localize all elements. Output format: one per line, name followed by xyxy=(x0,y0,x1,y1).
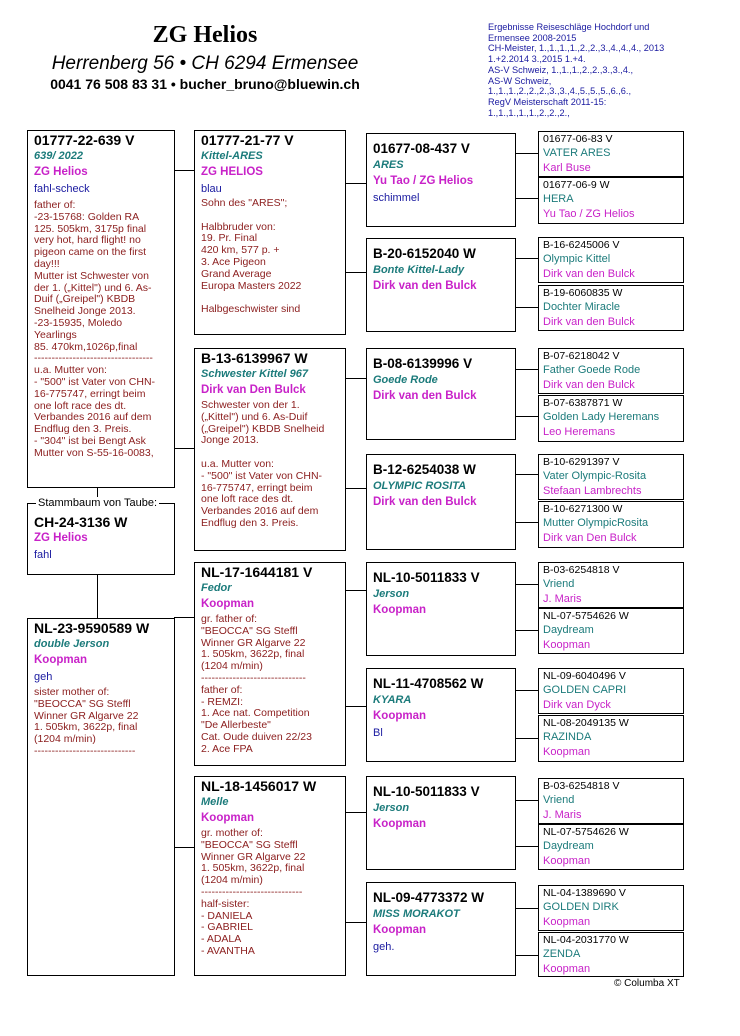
gen4-breeder: J. Maris xyxy=(543,593,582,605)
connector-line xyxy=(516,522,538,523)
gen3-ring: NL-10-5011833 V xyxy=(373,570,480,585)
connector-line xyxy=(346,183,366,184)
gen4-card[interactable] xyxy=(538,562,684,608)
gen4-breeder: J. Maris xyxy=(543,809,582,821)
gen2-breeder: ZG HELIOS xyxy=(201,166,263,178)
gen2-card-sire-sire[interactable] xyxy=(194,130,346,335)
gen2-notes: gr. father of: "BEOCCA" SG Steffl Winner GR Algarve 22 1. 505km, 3622p, final (1204 m/min) ------------------------------ father of: - REMZI: 1. Ace nat. Competition "De Allerbeste" Cat. Oude duiven 22/23 2. Ace FPA xyxy=(201,613,312,755)
gen2-card-dam-sire[interactable] xyxy=(194,562,346,766)
gen4-ring: B-03-6254818 V xyxy=(543,564,620,576)
gen4-card[interactable] xyxy=(538,454,684,500)
gen4-name: Vriend xyxy=(543,578,575,590)
sire-notes: father of: -23-15768: Golden RA 125. 505km, 3175p final very hot, hard flight! no pigeon came on the first day!!! Mutter ist Schwester von der 1. („Kittel") und 6. As- Duif („Greipel") KBDB Snelheid Jonge 2013. -23-15935, Moledo Yearlings 85. 470km,1026p,final ---------------------------------- u.a. Mutter von: - "500" ist Vater von CHN- 16-775747, erringt beim one loft race des dt. Verbandes 2016 auf dem Endflug den 3. Preis. - "304" ist bei Bengt Ask Mutter von S-55-16-0083, xyxy=(34,199,156,459)
gen2-breeder: Koopman xyxy=(201,598,255,610)
gen3-card[interactable] xyxy=(366,348,516,440)
connector-line xyxy=(516,584,538,585)
gen4-name: GOLDEN DIRK xyxy=(543,901,619,913)
gen3-name: ARES xyxy=(373,159,404,171)
gen3-color: Bl xyxy=(373,727,383,739)
gen4-card[interactable] xyxy=(538,885,684,931)
gen3-name: Bonte Kittel-Lady xyxy=(373,264,465,276)
sire-breeder: ZG Helios xyxy=(34,166,88,178)
sire-card[interactable] xyxy=(27,130,175,488)
gen4-name: GOLDEN CAPRI xyxy=(543,684,627,696)
gen4-breeder: Dirk van den Bulck xyxy=(543,379,635,391)
gen4-card[interactable] xyxy=(538,932,684,977)
gen2-name: Melle xyxy=(201,796,229,808)
gen2-ring: NL-17-1644181 V xyxy=(201,564,313,580)
connector-line xyxy=(516,198,538,199)
gen4-ring: B-10-6291397 V xyxy=(543,456,620,468)
gen4-ring: B-10-6271300 W xyxy=(543,503,623,515)
connector-line xyxy=(346,922,366,923)
gen3-breeder: Dirk van den Bulck xyxy=(373,280,477,292)
connector-line xyxy=(516,369,538,370)
gen4-ring: 01677-06-83 V xyxy=(543,133,613,145)
gen3-breeder: Koopman xyxy=(373,818,427,830)
gen4-breeder: Yu Tao / ZG Helios xyxy=(543,208,635,220)
loft-contact: 0041 76 508 83 31 • bucher_bruno@bluewin.ch xyxy=(50,76,360,92)
gen4-ring: B-07-6387871 W xyxy=(543,397,623,409)
gen4-breeder: Koopman xyxy=(543,916,591,928)
gen2-notes: gr. mother of: "BEOCCA" SG Steffl Winner GR Algarve 22 1. 505km, 3622p, final (1204 m/min) ----------------------------- half-sister: - DANIELA - GABRIEL - ADALA - AVANTHA xyxy=(201,827,306,957)
connector-line xyxy=(516,846,538,847)
dam-color: geh xyxy=(34,671,53,683)
connector-line xyxy=(346,812,366,813)
gen3-color: schimmel xyxy=(373,192,420,204)
connector-line xyxy=(346,706,366,707)
gen2-notes: Sohn des "ARES"; Halbbruder von: 19. Pr. Final 420 km, 577 p. + 3. Ace Pigeon Grand Average Europa Masters 2022 Halbgeschwister sind xyxy=(201,197,302,316)
connector-line xyxy=(346,590,366,591)
subject-breeder: ZG Helios xyxy=(34,532,88,544)
gen3-card[interactable] xyxy=(366,454,516,550)
gen2-breeder: Koopman xyxy=(201,812,255,824)
subject-ring: CH-24-3136 W xyxy=(34,514,128,530)
gen3-breeder: Dirk van den Bulck xyxy=(373,390,477,402)
gen4-breeder: Koopman xyxy=(543,639,591,651)
subject-color: fahl xyxy=(34,549,52,561)
dam-notes: sister mother of: "BEOCCA" SG Steffl Winner GR Algarve 22 1. 505km, 3622p, final (1204 m/min) ----------------------------- xyxy=(34,686,139,757)
gen4-breeder: Koopman xyxy=(543,963,591,975)
sire-name: 639/ 2022 xyxy=(34,150,83,162)
gen4-name: Daydream xyxy=(543,840,594,852)
gen2-card-dam-dam[interactable] xyxy=(194,776,346,976)
gen4-ring: NL-07-5754626 W xyxy=(543,826,629,838)
gen3-card[interactable] xyxy=(366,562,516,656)
gen4-ring: B-19-6060835 W xyxy=(543,287,623,299)
gen3-ring: 01677-08-437 V xyxy=(373,141,470,156)
gen3-breeder: Koopman xyxy=(373,710,427,722)
gen4-ring: NL-04-2031770 W xyxy=(543,934,629,946)
sire-color: fahl-scheck xyxy=(34,183,90,195)
gen4-name: ZENDA xyxy=(543,948,581,960)
gen4-breeder: Karl Buse xyxy=(543,162,591,174)
gen4-name: RAZINDA xyxy=(543,731,592,743)
gen4-breeder: Koopman xyxy=(543,746,591,758)
gen4-card[interactable] xyxy=(538,395,684,442)
gen3-breeder: Koopman xyxy=(373,924,427,936)
gen4-breeder: Dirk van den Bulck xyxy=(543,268,635,280)
subject-label: Stammbaum von Taube: xyxy=(38,497,158,509)
gen4-card[interactable] xyxy=(538,348,684,394)
loft-name: ZG Helios xyxy=(152,22,258,48)
dam-name: double Jerson xyxy=(34,638,110,650)
gen2-name: Schwester Kittel 967 xyxy=(201,368,308,380)
gen4-breeder: Dirk van den Bulck xyxy=(543,316,635,328)
dam-card[interactable] xyxy=(27,618,175,976)
gen3-name: Jerson xyxy=(373,802,410,814)
gen3-ring: NL-11-4708562 W xyxy=(373,676,484,691)
gen4-name: Daydream xyxy=(543,624,594,636)
copyright-text: © Columba XT xyxy=(614,978,680,989)
gen4-breeder: Dirk van Den Bulck xyxy=(543,532,637,544)
gen4-card[interactable] xyxy=(538,608,684,654)
gen4-breeder: Leo Heremans xyxy=(543,426,616,438)
gen3-card[interactable] xyxy=(366,776,516,870)
connector-line xyxy=(516,800,538,801)
connector-line xyxy=(346,272,366,273)
gen2-notes: Schwester von der 1. („Kittel") und 6. As-Duif („Greipel") KBDB Snelheid Jonge 2013. u.a. Mutter von: - "500" ist Vater von CHN- 16-775747, erringt beim one loft race des dt. Verbandes 2016 auf dem Endflug den 3. Preis. xyxy=(201,399,325,529)
connector-line xyxy=(174,847,194,848)
gen2-breeder: Dirk van Den Bulck xyxy=(201,384,306,396)
connector-line xyxy=(516,416,538,417)
gen3-ring: NL-10-5011833 V xyxy=(373,784,480,799)
gen4-card[interactable] xyxy=(538,285,684,331)
gen3-breeder: Koopman xyxy=(373,604,427,616)
connector-line xyxy=(516,738,538,739)
connector-line xyxy=(346,488,366,489)
gen3-card[interactable] xyxy=(366,668,516,762)
connector-line xyxy=(516,258,538,259)
gen3-ring: B-20-6152040 W xyxy=(373,246,476,261)
connector-line xyxy=(174,170,194,171)
gen4-ring: NL-09-6040496 V xyxy=(543,670,626,682)
loft-address: Herrenberg 56 • CH 6294 Ermensee xyxy=(51,53,359,74)
gen3-name: MISS MORAKOT xyxy=(373,908,460,920)
dam-ring: NL-23-9590589 W xyxy=(34,620,150,636)
gen3-ring: NL-09-4773372 W xyxy=(373,890,485,905)
gen4-card[interactable] xyxy=(538,668,684,714)
gen4-card[interactable] xyxy=(538,824,684,870)
race-results: Ergebnisse Reiseschläge Hochdorf und Ermensee 2008-2015 CH-Meister, 1.,1.,1.,1.,2.,2.,3.,4.,4.,4., 2013 1.+2.2014 3.,2015 1.+4. AS-V Schweiz, 1.,1.,1.,2.,2.,3.,3.,4., AS-W Schweiz, 1.,1.,1.,2.,2.,2.,3.,3.,4.,5.,5.,5.,6.,6., RegV Meisterschaft 2011-15: 1.,1.,1.,1.,1.,2.,2.,2., xyxy=(488,22,665,118)
gen4-name: Golden Lady Heremans xyxy=(543,411,660,423)
connector-line xyxy=(346,378,366,379)
connector-line xyxy=(516,474,538,475)
gen3-breeder: Dirk van den Bulck xyxy=(373,496,477,508)
gen4-breeder: Dirk van Dyck xyxy=(543,699,611,711)
gen3-card[interactable] xyxy=(366,882,516,976)
sire-ring: 01777-22-639 V xyxy=(34,132,135,148)
gen4-card[interactable] xyxy=(538,778,684,824)
gen3-name: Goede Rode xyxy=(373,374,438,386)
gen4-name: Vriend xyxy=(543,794,575,806)
gen4-card[interactable] xyxy=(538,177,684,224)
gen3-card[interactable] xyxy=(366,133,516,227)
connector-line xyxy=(516,908,538,909)
gen4-ring: B-03-6254818 V xyxy=(543,780,620,792)
gen3-color: geh. xyxy=(373,941,395,953)
dam-breeder: Koopman xyxy=(34,654,88,666)
gen4-ring: B-07-6218042 V xyxy=(543,350,620,362)
gen4-ring: 01677-06-9 W xyxy=(543,179,610,191)
gen3-card[interactable] xyxy=(366,238,516,332)
connector-line xyxy=(97,575,98,619)
gen4-name: Father Goede Rode xyxy=(543,364,641,376)
gen4-ring: B-16-6245006 V xyxy=(543,239,620,251)
gen4-name: Olympic Kittel xyxy=(543,253,611,265)
gen3-ring: B-08-6139996 V xyxy=(373,356,473,371)
gen2-ring: NL-18-1456017 W xyxy=(201,778,317,794)
gen4-name: VATER ARES xyxy=(543,147,611,159)
gen2-color: blau xyxy=(201,183,222,195)
gen4-name: HERA xyxy=(543,193,574,205)
connector-line xyxy=(516,955,538,956)
connector-line xyxy=(174,448,194,449)
gen3-name: OLYMPIC ROSITA xyxy=(373,480,467,492)
gen3-breeder: Yu Tao / ZG Helios xyxy=(373,175,474,187)
gen2-ring: B-13-6139967 W xyxy=(201,350,308,366)
gen2-name: Kittel-ARES xyxy=(201,150,263,162)
gen4-ring: NL-04-1389690 V xyxy=(543,887,626,899)
gen4-card[interactable] xyxy=(538,131,684,177)
gen3-name: KYARA xyxy=(373,694,412,706)
gen3-name: Jerson xyxy=(373,588,410,600)
gen2-card-sire-dam[interactable] xyxy=(194,348,346,551)
gen4-breeder: Stefaan Lambrechts xyxy=(543,485,642,497)
gen4-ring: NL-07-5754626 W xyxy=(543,610,629,622)
connector-line xyxy=(516,307,538,308)
gen4-breeder: Koopman xyxy=(543,855,591,867)
connector-line xyxy=(516,153,538,154)
gen2-ring: 01777-21-77 V xyxy=(201,132,294,148)
connector-line xyxy=(174,617,194,618)
gen4-card[interactable] xyxy=(538,237,684,283)
gen4-name: Mutter OlympicRosita xyxy=(543,517,649,529)
connector-line xyxy=(516,690,538,691)
subject-card[interactable] xyxy=(27,503,175,575)
connector-line xyxy=(516,630,538,631)
gen4-name: Vater Olympic-Rosita xyxy=(543,470,647,482)
gen4-card[interactable] xyxy=(538,501,684,548)
gen4-ring: NL-08-2049135 W xyxy=(543,717,629,729)
gen3-ring: B-12-6254038 W xyxy=(373,462,476,477)
gen2-name: Fedor xyxy=(201,582,232,594)
gen4-name: Dochter Miracle xyxy=(543,301,621,313)
gen4-card[interactable] xyxy=(538,715,684,762)
